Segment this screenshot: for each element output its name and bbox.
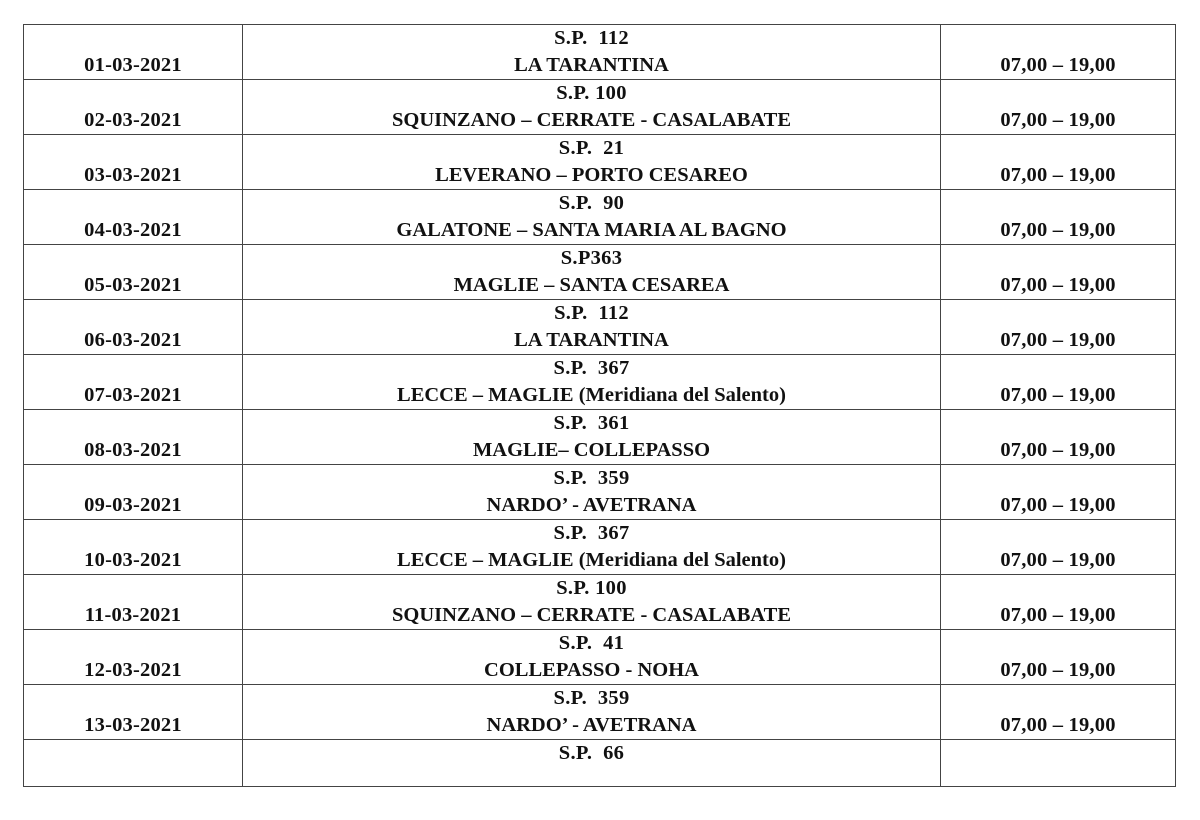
time-range: 07,00 – 19,00 <box>1000 549 1116 571</box>
time-cell <box>941 135 1176 190</box>
time-cell <box>941 410 1176 465</box>
time-range: 07,00 – 19,00 <box>1000 494 1116 516</box>
date-text: 06-03-2021 <box>84 329 182 351</box>
time-range: 07,00 – 19,00 <box>1000 164 1116 186</box>
time-cell <box>941 740 1176 787</box>
date-text: 04-03-2021 <box>84 219 182 241</box>
date-text: 12-03-2021 <box>84 659 182 681</box>
road-name: COLLEPASSO - NOHA <box>484 659 699 681</box>
road-cell <box>243 190 941 245</box>
date-text: 01-03-2021 <box>84 54 182 76</box>
date-cell <box>24 410 243 465</box>
date-cell <box>24 685 243 740</box>
road-name: LA TARANTINA <box>514 54 669 76</box>
time-cell <box>941 245 1176 300</box>
date-text: 09-03-2021 <box>84 494 182 516</box>
road-cell <box>243 245 941 300</box>
road-name: SQUINZANO – CERRATE - CASALABATE <box>391 109 792 131</box>
time-cell <box>941 300 1176 355</box>
time-cell <box>941 685 1176 740</box>
table-row <box>24 80 1176 135</box>
time-cell <box>941 25 1176 80</box>
road-code: S.P. 359 <box>553 467 630 489</box>
road-name: SQUINZANO – CERRATE - CASALABATE <box>391 604 792 626</box>
road-code: S.P. 359 <box>553 687 630 709</box>
road-cell <box>243 520 941 575</box>
schedule-body <box>24 25 1176 787</box>
date-cell <box>24 135 243 190</box>
schedule-table <box>23 24 1176 787</box>
date-cell <box>24 465 243 520</box>
road-cell <box>243 135 941 190</box>
road-code: S.P. 361 <box>553 412 630 434</box>
road-cell <box>243 355 941 410</box>
table-row <box>24 25 1176 80</box>
road-code: S.P. 367 <box>553 522 630 544</box>
date-text: 11-03-2021 <box>84 604 182 626</box>
road-code: S.P. 367 <box>553 357 630 379</box>
table-row <box>24 740 1176 787</box>
road-code: S.P. 21 <box>558 137 625 159</box>
time-range: 07,00 – 19,00 <box>1000 109 1116 131</box>
road-cell <box>243 25 941 80</box>
date-cell <box>24 630 243 685</box>
time-cell <box>941 575 1176 630</box>
time-range: 07,00 – 19,00 <box>1000 329 1116 351</box>
date-cell <box>24 300 243 355</box>
time-range: 07,00 – 19,00 <box>1000 439 1116 461</box>
road-name: NARDO’ - AVETRANA <box>486 494 697 516</box>
date-cell <box>24 520 243 575</box>
time-cell <box>941 190 1176 245</box>
time-range: 07,00 – 19,00 <box>1000 714 1116 736</box>
date-cell <box>24 575 243 630</box>
road-name: LECCE – MAGLIE (Meridiana del Salento) <box>397 384 786 406</box>
date-text: 05-03-2021 <box>84 274 182 296</box>
road-code: S.P. 41 <box>558 632 625 654</box>
road-code: S.P. 112 <box>554 302 629 324</box>
time-range: 07,00 – 19,00 <box>1000 659 1116 681</box>
date-cell <box>24 355 243 410</box>
table-row <box>24 630 1176 685</box>
road-name: MAGLIE – SANTA CESAREA <box>453 274 730 296</box>
time-cell <box>941 355 1176 410</box>
road-code: S.P. 100 <box>556 82 627 104</box>
road-code: S.P. 100 <box>556 577 627 599</box>
road-cell <box>243 80 941 135</box>
time-cell <box>941 80 1176 135</box>
time-range: 07,00 – 19,00 <box>1000 54 1116 76</box>
date-text: 03-03-2021 <box>84 164 182 186</box>
date-cell <box>24 740 243 787</box>
date-text: 13-03-2021 <box>84 714 182 736</box>
road-code: S.P363 <box>560 247 623 269</box>
time-cell <box>941 520 1176 575</box>
date-text: 07-03-2021 <box>84 384 182 406</box>
road-cell <box>243 740 941 787</box>
road-cell <box>243 630 941 685</box>
table-row <box>24 575 1176 630</box>
table-row <box>24 300 1176 355</box>
date-text: 10-03-2021 <box>84 549 182 571</box>
table-row <box>24 245 1176 300</box>
table-row <box>24 190 1176 245</box>
road-name: MAGLIE– COLLEPASSO <box>472 439 711 461</box>
date-text: 08-03-2021 <box>84 439 182 461</box>
road-name: LEVERANO – PORTO CESAREO <box>435 164 748 186</box>
time-range: 07,00 – 19,00 <box>1000 219 1116 241</box>
time-cell <box>941 630 1176 685</box>
table-row <box>24 355 1176 410</box>
road-name: GALATONE – SANTA MARIA AL BAGNO <box>396 219 787 241</box>
time-range: 07,00 – 19,00 <box>1000 274 1116 296</box>
time-range: 07,00 – 19,00 <box>1000 604 1116 626</box>
date-cell <box>24 25 243 80</box>
time-range: 07,00 – 19,00 <box>1000 384 1116 406</box>
road-cell <box>243 465 941 520</box>
date-cell <box>24 190 243 245</box>
road-cell <box>243 410 941 465</box>
table-row <box>24 685 1176 740</box>
road-cell <box>243 575 941 630</box>
table-row <box>24 520 1176 575</box>
road-code: S.P. 112 <box>554 27 629 49</box>
date-cell <box>24 80 243 135</box>
table-row <box>24 410 1176 465</box>
road-code: S.P. 66 <box>558 742 625 764</box>
road-cell <box>243 685 941 740</box>
road-name: LA TARANTINA <box>514 329 669 351</box>
road-name: NARDO’ - AVETRANA <box>486 714 697 736</box>
date-text: 02-03-2021 <box>84 109 182 131</box>
date-cell <box>24 245 243 300</box>
table-row <box>24 465 1176 520</box>
road-code: S.P. 90 <box>558 192 625 214</box>
road-cell <box>243 300 941 355</box>
time-cell <box>941 465 1176 520</box>
road-name: LECCE – MAGLIE (Meridiana del Salento) <box>397 549 786 571</box>
table-row <box>24 135 1176 190</box>
